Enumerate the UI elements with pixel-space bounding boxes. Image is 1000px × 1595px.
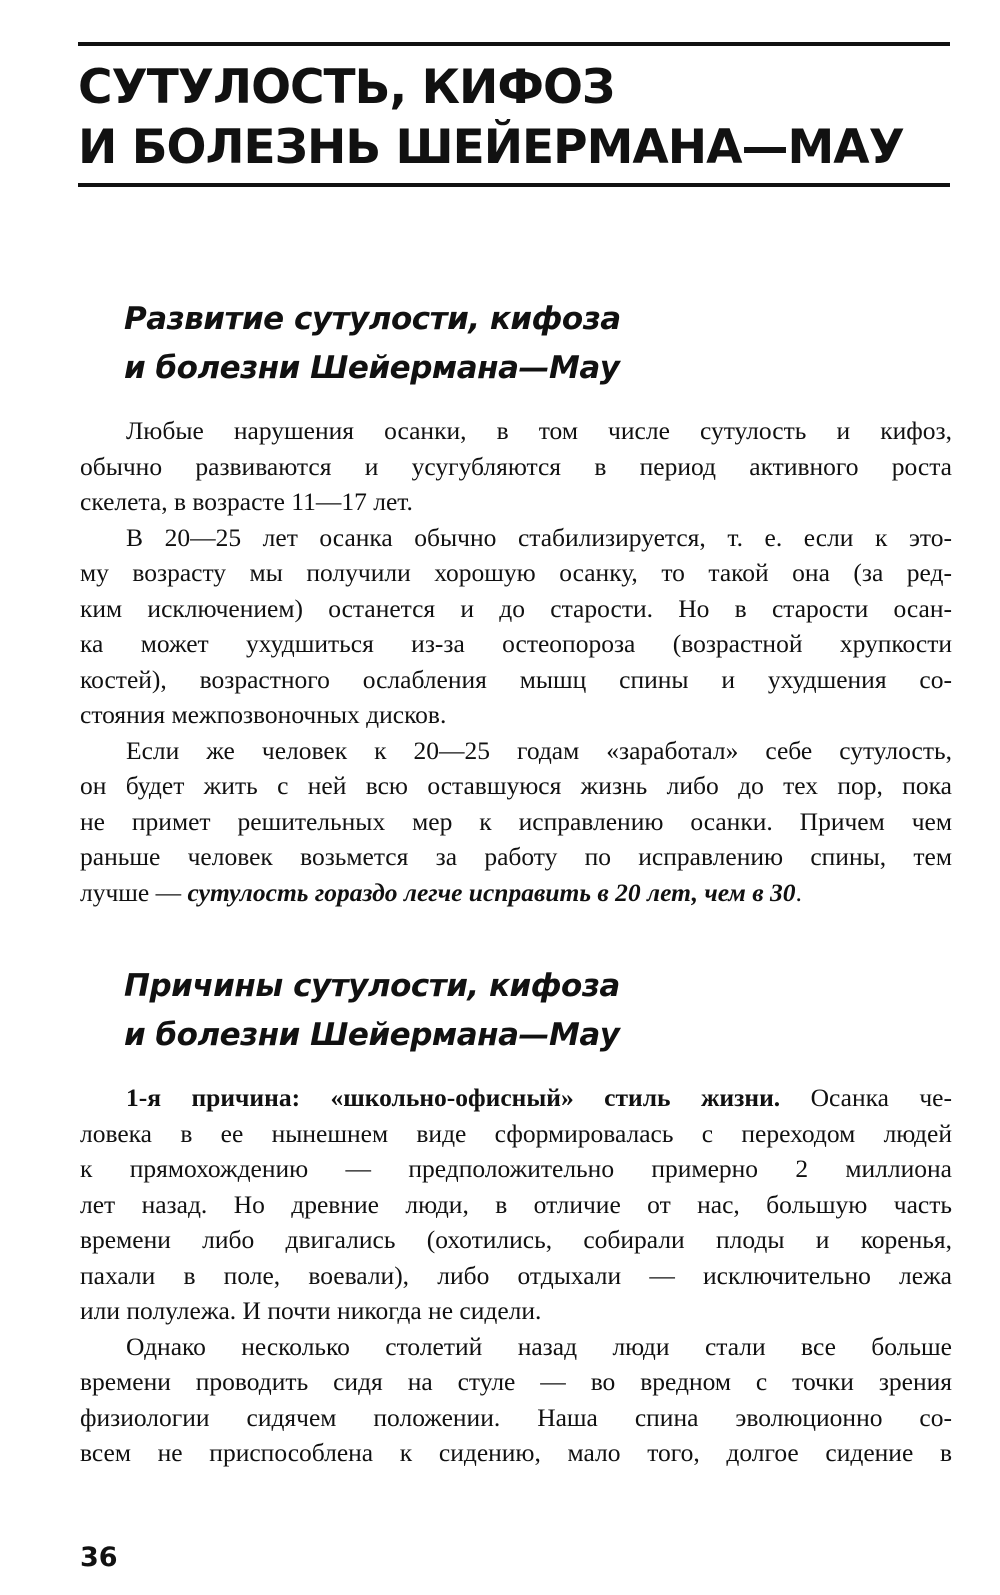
text-line: Любые нарушения осанки, в том числе сутулость и кифоз, bbox=[126, 416, 952, 445]
emphasized-text: сутулость гораздо легче исправить в 20 лет, чем в 30 bbox=[187, 877, 796, 907]
text-line: или полулежа. И почти никогда не сидели. bbox=[80, 1296, 542, 1325]
text-line: скелета, в возрасте 11—17 лет. bbox=[80, 487, 413, 516]
bottom-rule bbox=[78, 183, 950, 187]
text-line: стояния межпозвоночных дисков. bbox=[80, 700, 447, 729]
bold-lead-in: 1-я причина: «школьно-офисный» стиль жизни. bbox=[126, 1083, 781, 1112]
text-line: ловека в ее нынешнем виде сформировалась с переходом людей bbox=[80, 1118, 952, 1148]
section-heading-line-1: Развитие сутулости, кифоза bbox=[124, 301, 621, 337]
text-fragment: лучше — bbox=[80, 877, 188, 907]
text-fragment: Осанка че- bbox=[780, 1083, 952, 1112]
text-line: му возрасту мы получили хорошую осанку, то такой она (за ред- bbox=[80, 558, 952, 587]
paragraph bbox=[80, 1329, 952, 1471]
text-line: не примет решительных мер к исправлению осанки. Причем чем bbox=[80, 806, 952, 836]
chapter-title-line-2: И БОЛЕЗНЬ ШЕЙЕРМАНА—МАУ bbox=[78, 120, 904, 175]
text-line bbox=[80, 875, 952, 911]
section-heading-line-2: и болезни Шейермана—Мау bbox=[124, 350, 620, 386]
text-line: пахали в поле, воевали), либо отдыхали — исключительно лежа bbox=[80, 1260, 952, 1290]
section-heading-line-2: и болезни Шейермана—Мау bbox=[124, 1017, 620, 1053]
section-heading-line-1: Причины сутулости, кифоза bbox=[124, 968, 620, 1004]
section-body-causes bbox=[80, 1080, 952, 1471]
text-line: к прямохождению — предположительно примерно 2 миллиона bbox=[80, 1154, 952, 1183]
text-line: раньше человек возьмется за работу по исправлению спины, тем bbox=[80, 842, 952, 871]
text-line: он будет жить с ней всю оставшуюся жизнь либо до тех пор, пока bbox=[80, 771, 952, 800]
text-line bbox=[80, 1080, 952, 1116]
text-line: времени проводить сидя на стуле — во вредном с точки зрения bbox=[80, 1367, 952, 1396]
text-line: лет назад. Но древние люди, в отличие от нас, большую часть bbox=[80, 1189, 952, 1219]
paragraph bbox=[80, 413, 952, 520]
chapter-title-line-1: СУТУЛОСТЬ, КИФОЗ bbox=[78, 60, 615, 115]
text-line: Однако несколько столетий назад люди стали все больше bbox=[126, 1331, 952, 1361]
text-line: ким исключением) останется и до старости. Но в старости осан- bbox=[80, 593, 952, 623]
section-heading-causes bbox=[124, 962, 944, 1060]
paragraph bbox=[80, 733, 952, 911]
text-line: обычно развиваются и усугубляются в период активного роста bbox=[80, 451, 952, 481]
section-body-development bbox=[80, 413, 952, 910]
section-heading-development bbox=[124, 295, 944, 393]
text-line: костей), возрастного ослабления мышц спины и ухудшения со- bbox=[80, 664, 952, 694]
text-line: времени либо двигались (охотились, собирали плоды и коренья, bbox=[80, 1225, 952, 1254]
text-line: ка может ухудшиться из-за остеопороза (возрастной хрупкости bbox=[80, 629, 952, 658]
chapter-title bbox=[78, 58, 950, 178]
paragraph bbox=[80, 1080, 952, 1329]
page-number: 36 bbox=[80, 1542, 118, 1573]
paragraph bbox=[80, 520, 952, 733]
top-rule bbox=[78, 42, 950, 46]
text-line: всем не приспособлена к сидению, мало того, долгое сидение в bbox=[80, 1438, 952, 1467]
text-line: В 20—25 лет осанка обычно стабилизируется, т. е. если к это- bbox=[126, 522, 952, 552]
text-line: Если же человек к 20—25 годам «заработал» себе сутулость, bbox=[126, 735, 952, 765]
text-line: физиологии сидячем положении. Наша спина эволюционно со- bbox=[80, 1402, 952, 1432]
text-fragment: . bbox=[795, 877, 802, 907]
